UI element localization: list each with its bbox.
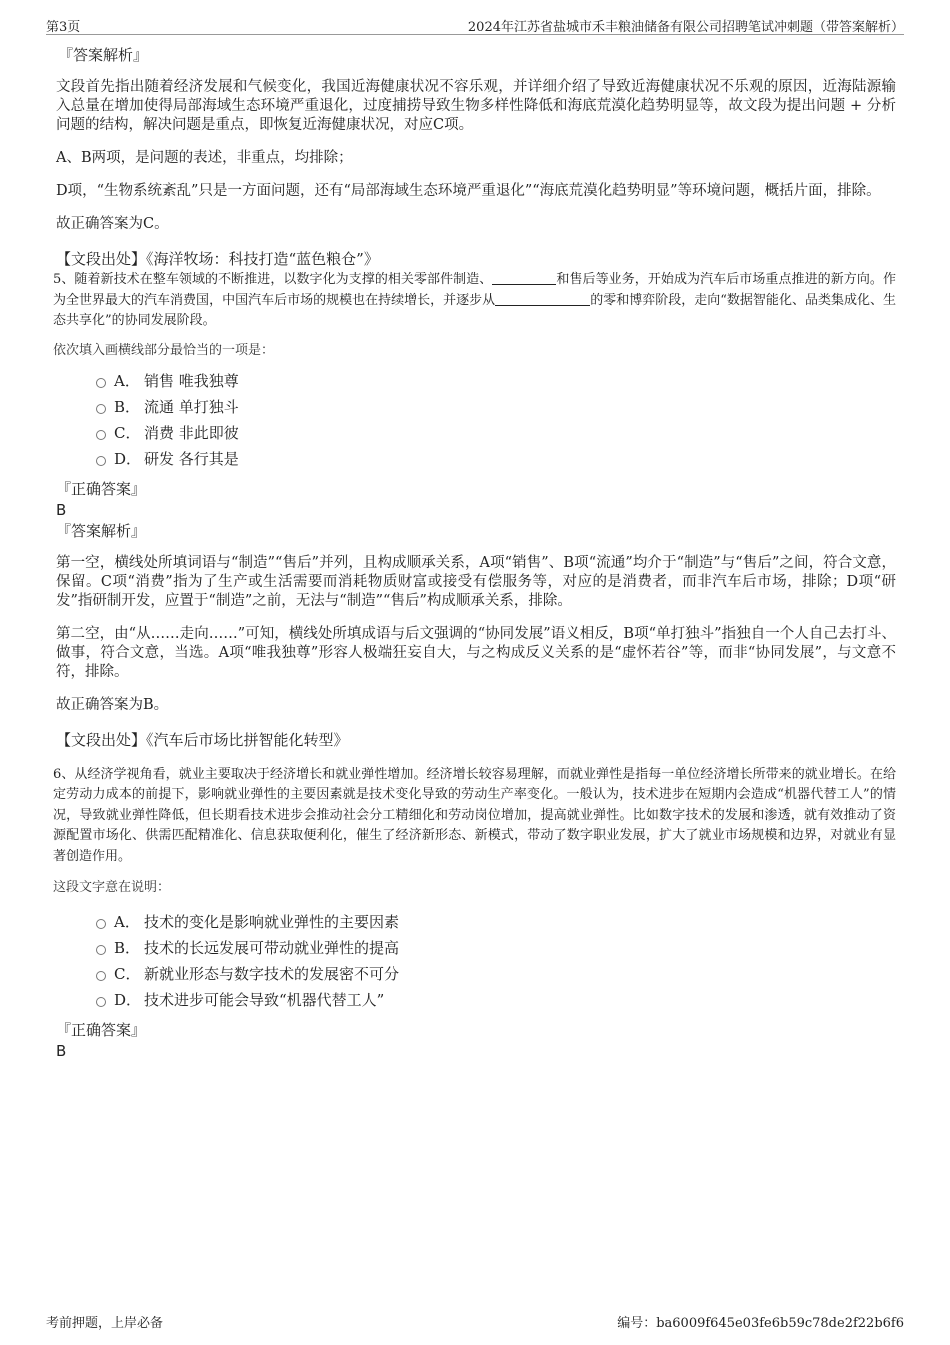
analysis-paragraph: 第一空，横线处所填词语与“制造”“售后”并列，且构成顺承关系，A项“销售”、B项“流通”均介于“制造”与“售后”之间，符合文意，保留。C项“消费”指为了生产或生活需要而消耗物质财富或接受有偿服务等，对应的是消费者，而非汽车后市场，排除；D项“研发”指研制开发，应置于“制造”之前，无法与“制造”“售后”构成顺承关系，排除。: [56, 554, 896, 609]
radio-icon[interactable]: [96, 919, 106, 929]
analysis-label: 『答案解析』: [56, 521, 147, 540]
option-d[interactable]: D． 研发 各行其是: [96, 446, 896, 472]
option-b[interactable]: B． 流通 单打独斗: [96, 394, 896, 420]
document-title: 2024年江苏省盐城市禾丰粮油储备有限公司招聘笔试冲刺题（带答案解析）: [467, 20, 904, 35]
radio-icon[interactable]: [96, 404, 106, 414]
source-citation: 【文段出处】《海洋牧场：科技打造“蓝色粮仓”》: [56, 250, 379, 268]
option-a[interactable]: A． 技术的变化是影响就业弹性的主要因素: [96, 909, 896, 935]
correct-answer-label: 『正确答案』: [56, 479, 147, 498]
fill-blank: [495, 292, 590, 306]
page-number: 第3页: [46, 20, 81, 35]
page-footer: [46, 1312, 904, 1331]
option-c[interactable]: C． 消费 非此即彼: [96, 420, 896, 446]
question-5-text: 5、随着新技术在整车领域的不断推进，以数字化为支撑的相关零部件制造、 和售后等业务，开始成为汽车后市场重点推进的新方向。作为全世界最大的汽车消费国，中国汽车后市场的规模也在持续增长，并逐步从 的零和博弈阶段，走向“数据智能化、品类集成化、生态共享化”的协同发展阶段。: [53, 272, 896, 328]
analysis-paragraph: 第二空，由“从……走向……”可知，横线处所填成语与后文强调的“协同发展”语义相反，B项“单打独斗”指独自一个人自己去打斗、做事，符合文意，当选。A项“唯我独尊”形容人极端狂妄自大，与之构成反义关系的是“虚怀若谷”等，而非“协同发展”，与文意不符，排除。: [56, 625, 896, 680]
option-d[interactable]: D． 技术进步可能会导致“机器代替工人”: [96, 987, 896, 1013]
radio-icon[interactable]: [96, 997, 106, 1007]
radio-icon[interactable]: [96, 430, 106, 440]
radio-icon[interactable]: [96, 945, 106, 955]
question-5-options: [96, 368, 896, 472]
question-6-prompt: 这段文字意在说明：: [53, 880, 171, 895]
footer-slogan: 考前押题，上岸必备: [46, 1316, 164, 1331]
fill-blank: [492, 271, 556, 285]
analysis-paragraph: 文段首先指出随着经济发展和气候变化，我国近海健康状况不容乐观，并详细介绍了导致近海健康状况不乐观的原因，近海陆源输入总量在增加使得局部海域生态环境严重退化，过度捕捞导致生物多样性降低和海底荒漠化趋势明显等，故文段为提出问题 + 分析问题的结构，解决问题是重点，即恢复近海健康状况，对应C项。: [56, 79, 896, 133]
radio-icon[interactable]: [96, 456, 106, 466]
analysis-label: 『答案解析』: [58, 46, 149, 64]
option-a[interactable]: A． 销售 唯我独尊: [96, 368, 896, 394]
question-6-options: [96, 909, 896, 1013]
source-citation: 【文段出处】《汽车后市场比拼智能化转型》: [56, 730, 349, 749]
correct-answer: B: [56, 500, 67, 519]
page-content: [53, 44, 896, 1061]
answer-conclusion: 故正确答案为C。: [56, 216, 169, 232]
answer-conclusion: 故正确答案为B。: [56, 696, 169, 713]
option-b[interactable]: B． 技术的长远发展可带动就业弹性的提高: [96, 935, 896, 961]
analysis-paragraph: A、B两项，是问题的表述，非重点，均排除；: [56, 150, 353, 166]
analysis-paragraph: D项，“生物系统紊乱”只是一方面问题，还有“局部海域生态环境严重退化”“海底荒漠化趋势明显”等环境问题，概括片面，排除。: [56, 183, 881, 199]
page-header: [46, 14, 904, 35]
correct-answer-label: 『正确答案』: [56, 1021, 147, 1039]
question-6-text: 6、从经济学视角看，就业主要取决于经济增长和就业弹性增加。经济增长较容易理解，而就业弹性是指每一单位经济增长所带来的就业增长。在给定劳动力成本的前提下，影响就业弹性的主要因素就是技术变化导致的劳动生产率变化。一般认为，技术进步在短期内会造成“机器代替工人”的情况，导致就业弹性降低，但长期看技术进步会推动社会分工精细化和劳动岗位增加，提高就业弹性。比如数字技术的发展和渗透，就有效推动了资源配置市场化、供需匹配精准化、信息获取便利化，催生了经济新形态、新模式，带动了数字职业发展，扩大了就业市场规模和边界，对就业有显著创造作用。: [53, 766, 896, 864]
radio-icon[interactable]: [96, 378, 106, 388]
document-id: 编号：ba6009f645e03fe6b59c78de2f22b6f6: [617, 1316, 904, 1331]
correct-answer: B: [56, 1042, 67, 1060]
question-5-prompt: 依次填入画横线部分最恰当的一项是：: [53, 342, 275, 358]
option-c[interactable]: C． 新就业形态与数字技术的发展密不可分: [96, 961, 896, 987]
radio-icon[interactable]: [96, 971, 106, 981]
